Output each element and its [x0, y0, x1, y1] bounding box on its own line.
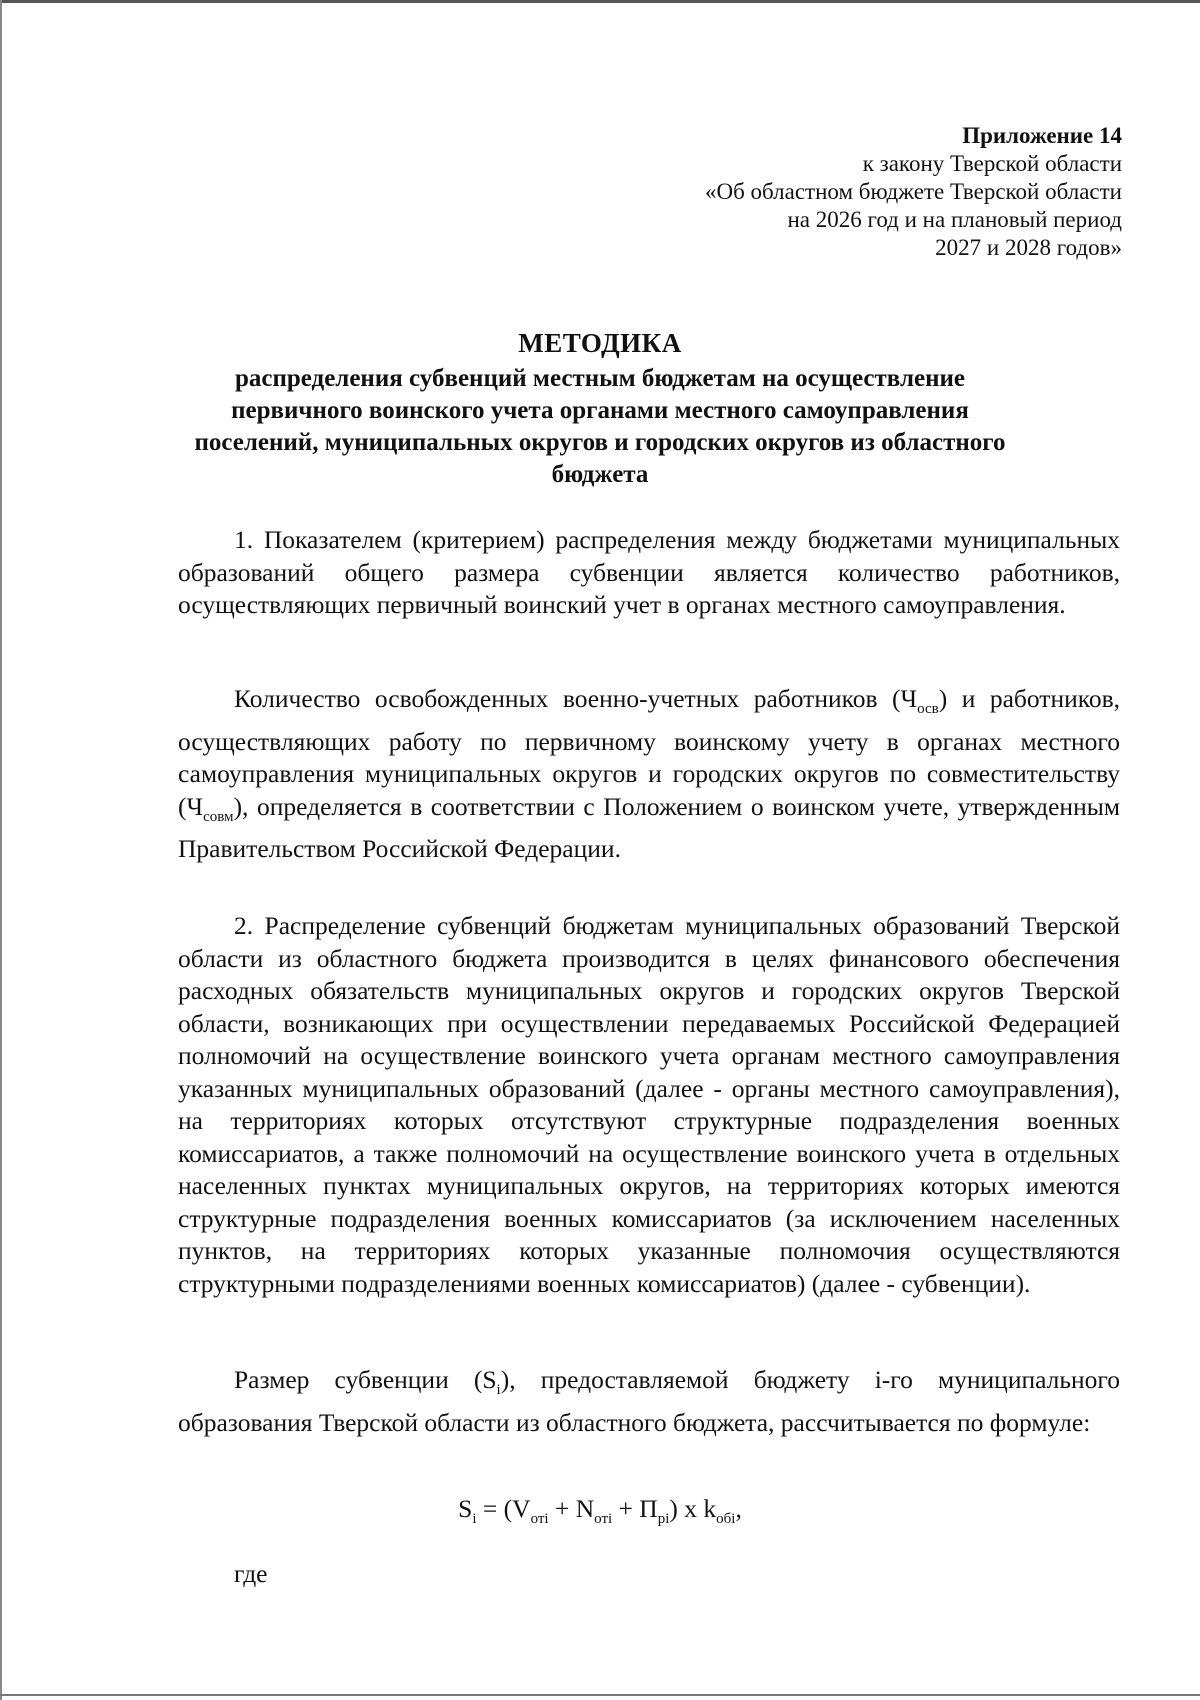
formula-subscript: отi: [530, 1511, 549, 1528]
text-run: ) и работников, осуществляющих работу по первичному воинскому учету в органах местного самоуправления муниципальных округов и городских округов по совместительству (Ч: [178, 684, 1120, 821]
formula-subscript: рi: [657, 1511, 670, 1528]
paragraph-text: 1. Показателем (критерием) распределения между бюджетами муниципальных образований общего размера субвенции является количество работников, осуществляющих первичный воинский учет в органах местного самоуправления.: [178, 525, 1120, 619]
subscript: совм: [203, 808, 234, 825]
formula-part: S: [458, 1494, 473, 1523]
document-subtitle-line: распределения субвенций местным бюджетам на осуществление: [234, 365, 966, 392]
page-top-edge: [0, 0, 1200, 3]
document-heading: [150, 326, 1050, 491]
paragraph-2: [178, 683, 1120, 866]
paragraph-text: [178, 683, 1120, 866]
appendix-header: [705, 122, 1122, 262]
paragraph-text: 2. Распределение субвенций бюджетам муниципальных образований Тверской области из областного бюджета производится в целях финансового обеспечения расходных обязательств муниципальных округов и городских округов Тверской области, возникающих при осуществлении передаваемых Российской Федерацией полномочий на осуществление воинского учета органам местного самоуправления указанных муниципальных образований (далее - органы местного самоуправления), на территориях которых отсутствуют структурные подразделения военных комиссариатов, а также полномочий на осуществление воинского учета в отдельных населенных пунктах муниципальных округов, на территориях которых имеются структурные подразделения военных комиссариатов (за исключением населенных пунктов, на территориях которых указанные полномочия осуществляются структурными подразделениями военных комиссариатов) (далее - субвенции).: [178, 911, 1120, 1298]
formula-subscript: отi: [594, 1511, 613, 1528]
formula-part: ,: [735, 1494, 742, 1523]
document-subtitle-line: первичного воинского учета органами местного самоуправления: [231, 397, 969, 424]
formula-part: = (V: [476, 1494, 531, 1523]
page-bottom-edge: [0, 1694, 1200, 1696]
text-run: ), предоставляемой бюджету i-го муниципального образования Тверской области из областного бюджета, рассчитывается по формуле:: [178, 1365, 1120, 1437]
formula-part: ) x k: [669, 1494, 717, 1523]
paragraph-1: [178, 524, 1120, 622]
document-title: МЕТОДИКА: [518, 328, 682, 358]
document-subtitle-line: поселений, муниципальных округов и городских округов из областного: [194, 429, 1006, 456]
text-run: Размер субвенции (S: [234, 1365, 497, 1394]
document-subtitle-line: бюджета: [551, 461, 649, 488]
subvention-formula: [0, 1494, 1200, 1528]
appendix-line: к закону Тверской области: [862, 151, 1122, 176]
formula-subscript: i: [472, 1511, 477, 1528]
formula-subscript: обi: [716, 1511, 736, 1528]
appendix-line: 2027 и 2028 годов»: [935, 235, 1122, 260]
formula-part: + П: [612, 1494, 658, 1523]
paragraph-4: [178, 1364, 1120, 1439]
appendix-line: на 2026 год и на плановый период: [787, 207, 1122, 232]
page-left-edge: [0, 0, 2, 1700]
appendix-line: «Об областном бюджете Тверской области: [704, 179, 1122, 204]
appendix-title: Приложение 14: [962, 123, 1122, 148]
formula-part: + N: [548, 1494, 595, 1523]
subscript: осв: [917, 701, 939, 718]
paragraph-3: [178, 910, 1120, 1300]
where-label: где: [234, 1559, 268, 1588]
paragraph-text: [178, 1364, 1120, 1439]
text-run: ), определяется в соответствии с Положением о воинском учете, утвержденным Правительством Российской Федерации.: [178, 791, 1120, 864]
text-run: Количество освобожденных военно-учетных работников (Ч: [234, 684, 918, 713]
subscript: i: [496, 1382, 501, 1399]
